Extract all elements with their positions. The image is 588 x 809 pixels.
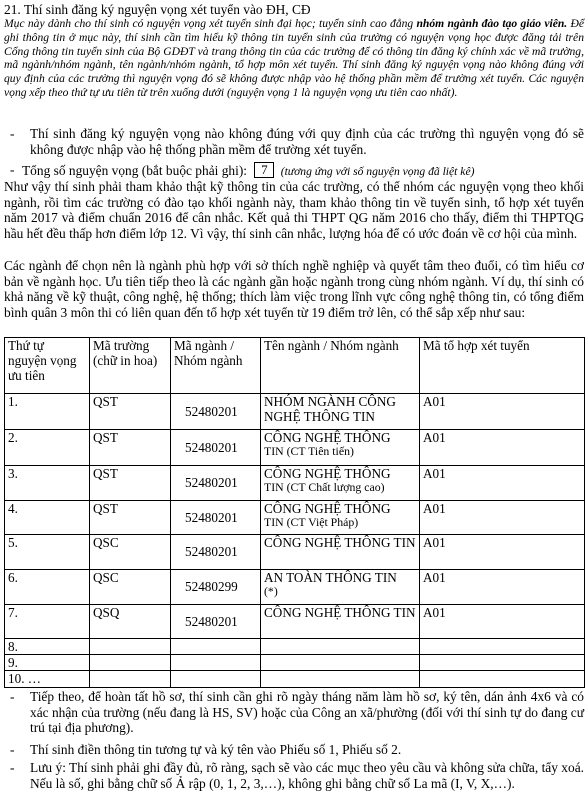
section-heading: 21. Thí sinh đăng ký nguyện vọng xét tuyển vào ĐH, CĐ xyxy=(4,2,311,17)
row-code: 52480201 xyxy=(171,466,261,501)
row-order: 6. xyxy=(5,570,90,605)
row-combo: A01 xyxy=(420,501,585,535)
intro-bold-text: nhóm ngành đào tạo giáo viên. xyxy=(416,17,568,30)
row-school xyxy=(90,671,171,687)
row-combo: A01 xyxy=(420,430,585,466)
table-row xyxy=(5,430,585,466)
table-row xyxy=(5,535,585,570)
bullet-dash: - xyxy=(10,162,15,177)
row-name-main: CÔNG NGHỆ THÔNG xyxy=(264,466,391,481)
row-order: 3. xyxy=(5,466,90,501)
bullet-dash: - xyxy=(10,760,15,775)
table-row xyxy=(5,671,585,687)
note-warning xyxy=(4,760,584,791)
note-complete-dossier xyxy=(4,689,584,736)
row-order: 1. xyxy=(5,394,90,430)
row-code: 52480201 xyxy=(171,535,261,570)
row-code: 52480201 xyxy=(171,501,261,535)
table-header-row xyxy=(5,338,585,394)
row-code xyxy=(171,655,261,671)
row-order: 5. xyxy=(5,535,90,570)
header-major-name: Tên ngành / Nhóm ngành xyxy=(261,338,420,394)
row-order: 2. xyxy=(5,430,90,466)
row-combo xyxy=(420,655,585,671)
table-row xyxy=(5,655,585,671)
advice-paragraph-2: Các ngành để chọn nên là ngành phù hợp với sở thích nghề nghiệp và quyết tâm theo đuổi, có tìm hiểu cơ bản về ngành học. Ưu tiên tiếp theo là các ngành gần hoặc ngành trong cùng nhóm ngành. Ví dụ, thí sinh có khả năng về kỹ thuật, công nghệ, hệ thống; thích làm việc trong lĩnh vực công nghệ thông tin, có tổng điểm bình quân 3 môn thi có liên quan đến tổ hợp xét tuyển từ 19 điểm trở lên, có thể sắp xếp như sau: xyxy=(4,258,584,320)
total-wishes-label: Tổng số nguyện vọng (bắt buộc phải ghi): xyxy=(22,163,247,178)
row-name xyxy=(261,655,420,671)
row-school: QST xyxy=(90,430,171,466)
table-row xyxy=(5,570,585,605)
intro-text-2: Để ghi thông tin ở mục này, thí sinh cần tìm hiểu kỹ thông tin tuyển sinh của trường có nguyện vọng học được đăng tải trên Cổng thông tin tuyển sinh của Bộ GDĐT và trang thông tin của các trường để có thông tin đăng ký chính xác về mã trường, mã ngành/nhóm ngành, tên ngành/nhóm ngành, tổ hợp môn xét tuyển. Thí sinh đăng ký nguyện vọng nào không đúng với quy định của các trường thì nguyện vọng đó sẽ không được nhập vào hệ thống phần mềm để trường xét tuyển. Các nguyện vọng xếp theo thứ tự ưu tiên từ trên xuống dưới (nguyện vọng 1 là nguyện vọng ưu tiên cao nhất). xyxy=(4,17,584,99)
bullet-invalid-wishes xyxy=(4,126,584,157)
note-forms xyxy=(4,742,584,758)
row-combo xyxy=(420,671,585,687)
header-combo: Mã tổ hợp xét tuyển xyxy=(420,338,585,394)
table-row xyxy=(5,394,585,430)
row-code: 52480201 xyxy=(171,394,261,430)
bullet-dash: - xyxy=(10,742,15,757)
row-name xyxy=(261,570,420,605)
row-order: 10. … xyxy=(5,671,90,687)
row-combo: A01 xyxy=(420,535,585,570)
row-school: QST xyxy=(90,394,171,430)
row-combo: A01 xyxy=(420,394,585,430)
row-code: 52480201 xyxy=(171,605,261,639)
row-name xyxy=(261,394,420,430)
row-code: 52480201 xyxy=(171,430,261,466)
bullet-text: Thí sinh đăng ký nguyện vọng nào không đúng với quy định của các trường thì nguyện vọng đó sẽ không được nhập vào hệ thống phần mềm để trường xét tuyển. xyxy=(30,126,584,157)
row-name-sub: TIN (CT Chất lượng cao) xyxy=(264,480,385,495)
bullet-dash: - xyxy=(10,689,15,704)
advice-paragraph-1: Như vậy thí sinh phải tham khảo thật kỹ thông tin của các trường, có thể nhóm các nguyện vọng theo khối ngành, rồi tìm các trường có đào tạo khối ngành này, tham khảo thông tin về tuyển sinh, tổ hợp xét tuyển năm 2017 và điểm chuẩn 2016 để cân nhắc. Kết quả thi THPT QG năm 2016 cho thấy, điểm thi THPTQG hầu hết đều thấp hơn điểm lớp 12. Vì vậy, thí sinh cân nhắc, lượng hóa để có ước đoán về cơ hội của mình. xyxy=(4,179,584,241)
row-combo: A01 xyxy=(420,466,585,501)
row-name xyxy=(261,466,420,501)
row-name xyxy=(261,639,420,655)
note-text: Thí sinh điền thông tin tương tự và ký tên vào Phiếu số 1, Phiếu số 2. xyxy=(30,742,402,757)
row-name-main: AN TOÀN THÔNG TIN xyxy=(264,570,397,585)
row-name-sub: TIN (CT Việt Pháp) xyxy=(264,515,359,530)
header-order: Thứ tự nguyện vọng ưu tiên xyxy=(5,338,90,394)
row-name-main: CÔNG NGHỆ THÔNG xyxy=(264,430,391,445)
row-school xyxy=(90,655,171,671)
table-row xyxy=(5,605,585,639)
row-order: 8. xyxy=(5,639,90,655)
note-text: Lưu ý: Thí sinh phải ghi đầy đủ, rõ ràng, sạch sẽ vào các mục theo yêu cầu và không sửa chữa, tẩy xoá. Nếu là số, ghi bằng chữ số Ả rập (0, 1, 2, 3,…), không ghi bằng chữ số La mã (I, V, X,…). xyxy=(30,760,584,791)
row-school: QSC xyxy=(90,570,171,605)
row-school: QSQ xyxy=(90,605,171,639)
row-code xyxy=(171,671,261,687)
row-name xyxy=(261,671,420,687)
intro-instructions xyxy=(4,17,584,100)
row-name xyxy=(261,430,420,466)
row-name-main: NHÓM NGÀNH CÔNG NGHỆ THÔNG TIN xyxy=(264,394,396,425)
row-school xyxy=(90,639,171,655)
row-combo xyxy=(420,639,585,655)
row-name-main: CÔNG NGHỆ THÔNG TIN xyxy=(264,605,416,620)
row-order: 7. xyxy=(5,605,90,639)
row-combo: A01 xyxy=(420,570,585,605)
total-wishes-line xyxy=(4,162,584,180)
header-major-code: Mã ngành / Nhóm ngành xyxy=(171,338,261,394)
note-text: Tiếp theo, để hoàn tất hồ sơ, thí sinh cần ghi rõ ngày tháng năm làm hồ sơ, ký tên, dán ảnh 4x6 và có xác nhận của trường (nếu đang là HS, SV) hoặc của Công an xã/phường (đối với thí sinh tự do đang cư trú tại địa phương). xyxy=(30,689,584,736)
row-name-main: CÔNG NGHỆ THÔNG xyxy=(264,501,391,516)
row-combo: A01 xyxy=(420,605,585,639)
table-row xyxy=(5,639,585,655)
header-school-code: Mã trường (chữ in hoa) xyxy=(90,338,171,394)
wishes-table xyxy=(4,337,585,688)
table-row xyxy=(5,501,585,535)
row-school: QST xyxy=(90,501,171,535)
row-name-sub: TIN (CT Tiên tiến) xyxy=(264,444,354,459)
row-school: QSC xyxy=(90,535,171,570)
total-wishes-box: 7 xyxy=(254,162,274,178)
row-name xyxy=(261,535,420,570)
row-order: 9. xyxy=(5,655,90,671)
row-code xyxy=(171,639,261,655)
row-school: QST xyxy=(90,466,171,501)
table-row xyxy=(5,466,585,501)
row-name-main: CÔNG NGHỆ THÔNG TIN xyxy=(264,535,416,550)
row-order: 4. xyxy=(5,501,90,535)
row-name xyxy=(261,501,420,535)
bullet-dash: - xyxy=(10,126,15,141)
row-name xyxy=(261,605,420,639)
row-code: 52480299 xyxy=(171,570,261,605)
intro-text-1: Mục này dành cho thí sinh có nguyện vọng xét tuyển sinh đại học; tuyển sinh cao đẳng xyxy=(4,17,417,30)
row-name-sub: (*) xyxy=(264,584,278,599)
total-wishes-note: (tương ứng với số nguyện vọng đã liệt kê) xyxy=(280,165,475,178)
